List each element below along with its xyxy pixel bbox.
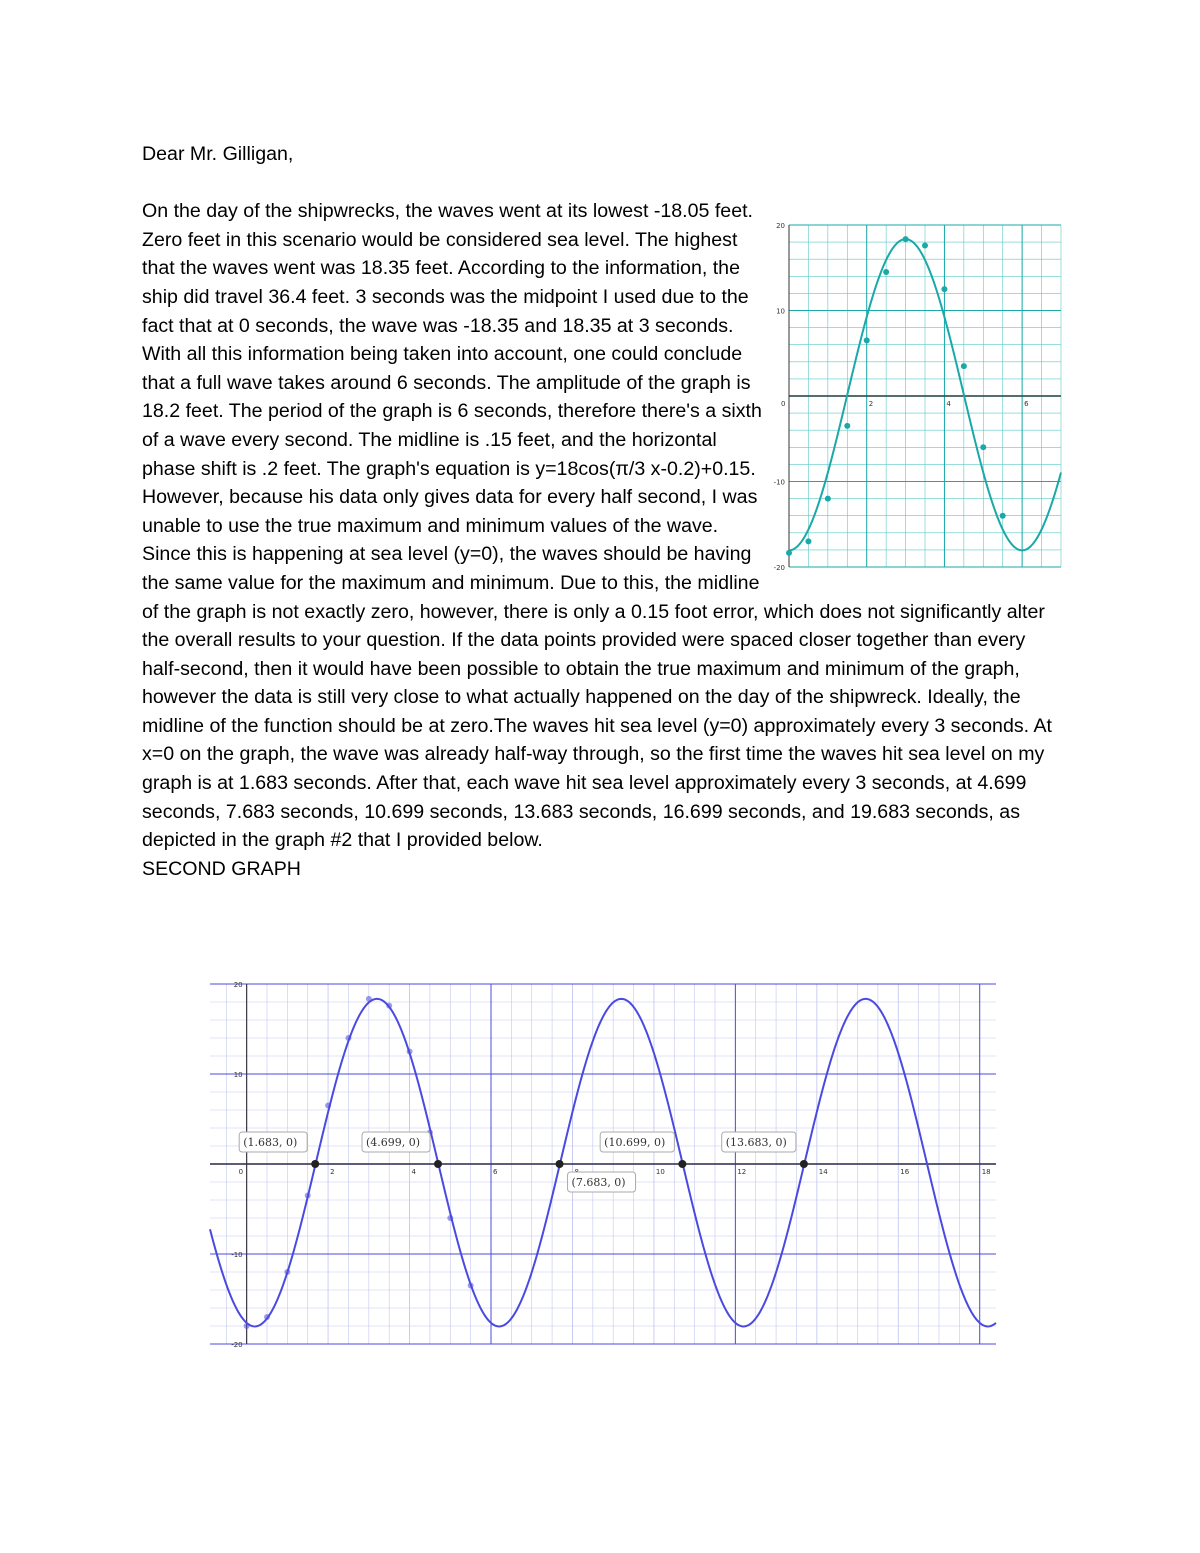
zero-crossing-point — [800, 1160, 808, 1168]
y-tick-label: -20 — [231, 1341, 243, 1349]
x-tick-label: 10 — [655, 1168, 665, 1176]
data-point — [903, 236, 909, 242]
y-tick-label: 20 — [776, 222, 785, 231]
point-label: (7.683, 0) — [571, 1176, 626, 1189]
point-label: (1.683, 0) — [243, 1136, 298, 1149]
x-tick-label: 0 — [781, 400, 786, 409]
greeting: Dear Mr. Gilligan, — [142, 143, 294, 165]
x-tick-label: 0 — [238, 1168, 244, 1176]
zero-crossing-point — [678, 1160, 686, 1168]
data-point — [825, 496, 831, 502]
point-label: (4.699, 0) — [366, 1136, 421, 1149]
x-tick-label: 4 — [411, 1168, 417, 1176]
data-point — [345, 1035, 351, 1041]
zero-crossing-point — [311, 1160, 319, 1168]
first-graph-svg — [773, 211, 1075, 581]
second-graph-svg — [208, 978, 998, 1350]
x-tick-label: 6 — [1024, 400, 1029, 409]
data-point — [941, 286, 947, 292]
data-point — [386, 1003, 392, 1009]
letter-body — [142, 140, 1057, 883]
zero-crossing-point — [556, 1160, 564, 1168]
data-point — [883, 269, 889, 275]
data-point — [961, 363, 967, 369]
first-graph — [773, 211, 1075, 581]
data-point — [305, 1193, 311, 1199]
data-point — [366, 996, 372, 1002]
data-point — [805, 539, 811, 545]
x-tick-label: 2 — [868, 400, 874, 409]
letter-paragraph: On the day of the shipwrecks, the waves went at its lowest -18.05 feet. Zero feet in this scenario would be considered sea level. The highest that the waves went was 18.35 feet. According to the information, the ship did travel 36.4 feet. 3 seconds was the midpoint I used due to the fact that at 0 seconds, the wave was -18.35 and 18.35 at 3 seconds. With all this information being taken into account, one could conclude that a full wave takes around 6 seconds. The amplitude of the graph is 18.2 feet. The period of the graph is 6 seconds, therefore there's a sixth of a wave every second. The midline is .15 feet, and the horizontal phase shift is .2 feet. The graph's equation is y=18cos(π/3 x-0.2)+0.15. However, because his data only gives data for every half second, I was unable to use the true maximum and minimum values of the wave. Since this is happening at sea level (y=0), the waves should be having the same value for the maximum and minimum. Due to this, the midline of the graph is not exactly zero, however, there is only a 0.15 foot error, which does not significantly alter the overall results to your question. If the data points provided were spaced closer together than every half-second, then it would have been possible to obtain the true maximum and minimum of the graph, however the data is still very close to what actually happened on the day of the shipwreck. Ideally, the midline of the function should be at zero.The waves hit sea level (y=0) approximately every 3 seconds. At x=0 on the graph, the wave was already half-way through, so the first time the waves hit sea level on my graph is at 1.683 seconds. After that, each wave hit sea level approximately every 3 seconds, at 4.699 seconds, 7.683 seconds, 10.699 seconds, 13.683 seconds, 16.699 seconds, and 19.683 seconds, as depicted in the graph #2 that I provided below. — [142, 200, 1052, 852]
data-point — [325, 1103, 331, 1109]
data-point — [844, 423, 850, 429]
y-tick-label: 10 — [776, 307, 785, 316]
data-point — [786, 550, 792, 556]
y-tick-label: -10 — [231, 1251, 243, 1259]
x-tick-label: 12 — [737, 1168, 747, 1176]
data-point — [864, 338, 870, 344]
zero-crossing-point — [434, 1160, 442, 1168]
y-tick-label: -20 — [773, 564, 785, 573]
y-tick-label: 20 — [233, 981, 243, 989]
x-tick-label: 4 — [946, 400, 951, 409]
point-label: (10.699, 0) — [604, 1136, 666, 1149]
data-point — [922, 243, 928, 249]
data-point — [264, 1314, 270, 1320]
x-tick-label: 16 — [900, 1168, 910, 1176]
data-point — [980, 444, 986, 450]
x-tick-label: 14 — [818, 1168, 828, 1176]
second-graph-heading: SECOND GRAPH — [142, 857, 301, 880]
y-tick-label: -10 — [773, 478, 785, 487]
data-point — [1000, 513, 1006, 519]
data-point — [447, 1215, 453, 1221]
point-label: (13.683, 0) — [725, 1136, 787, 1149]
y-tick-label: 10 — [233, 1071, 243, 1079]
data-point — [468, 1283, 474, 1289]
x-tick-label: 2 — [330, 1168, 335, 1176]
x-tick-label: 6 — [493, 1168, 498, 1176]
x-tick-label: 18 — [981, 1168, 991, 1176]
data-point — [284, 1269, 290, 1275]
data-point — [407, 1049, 413, 1055]
data-point — [244, 1323, 250, 1329]
second-graph — [208, 978, 998, 1350]
